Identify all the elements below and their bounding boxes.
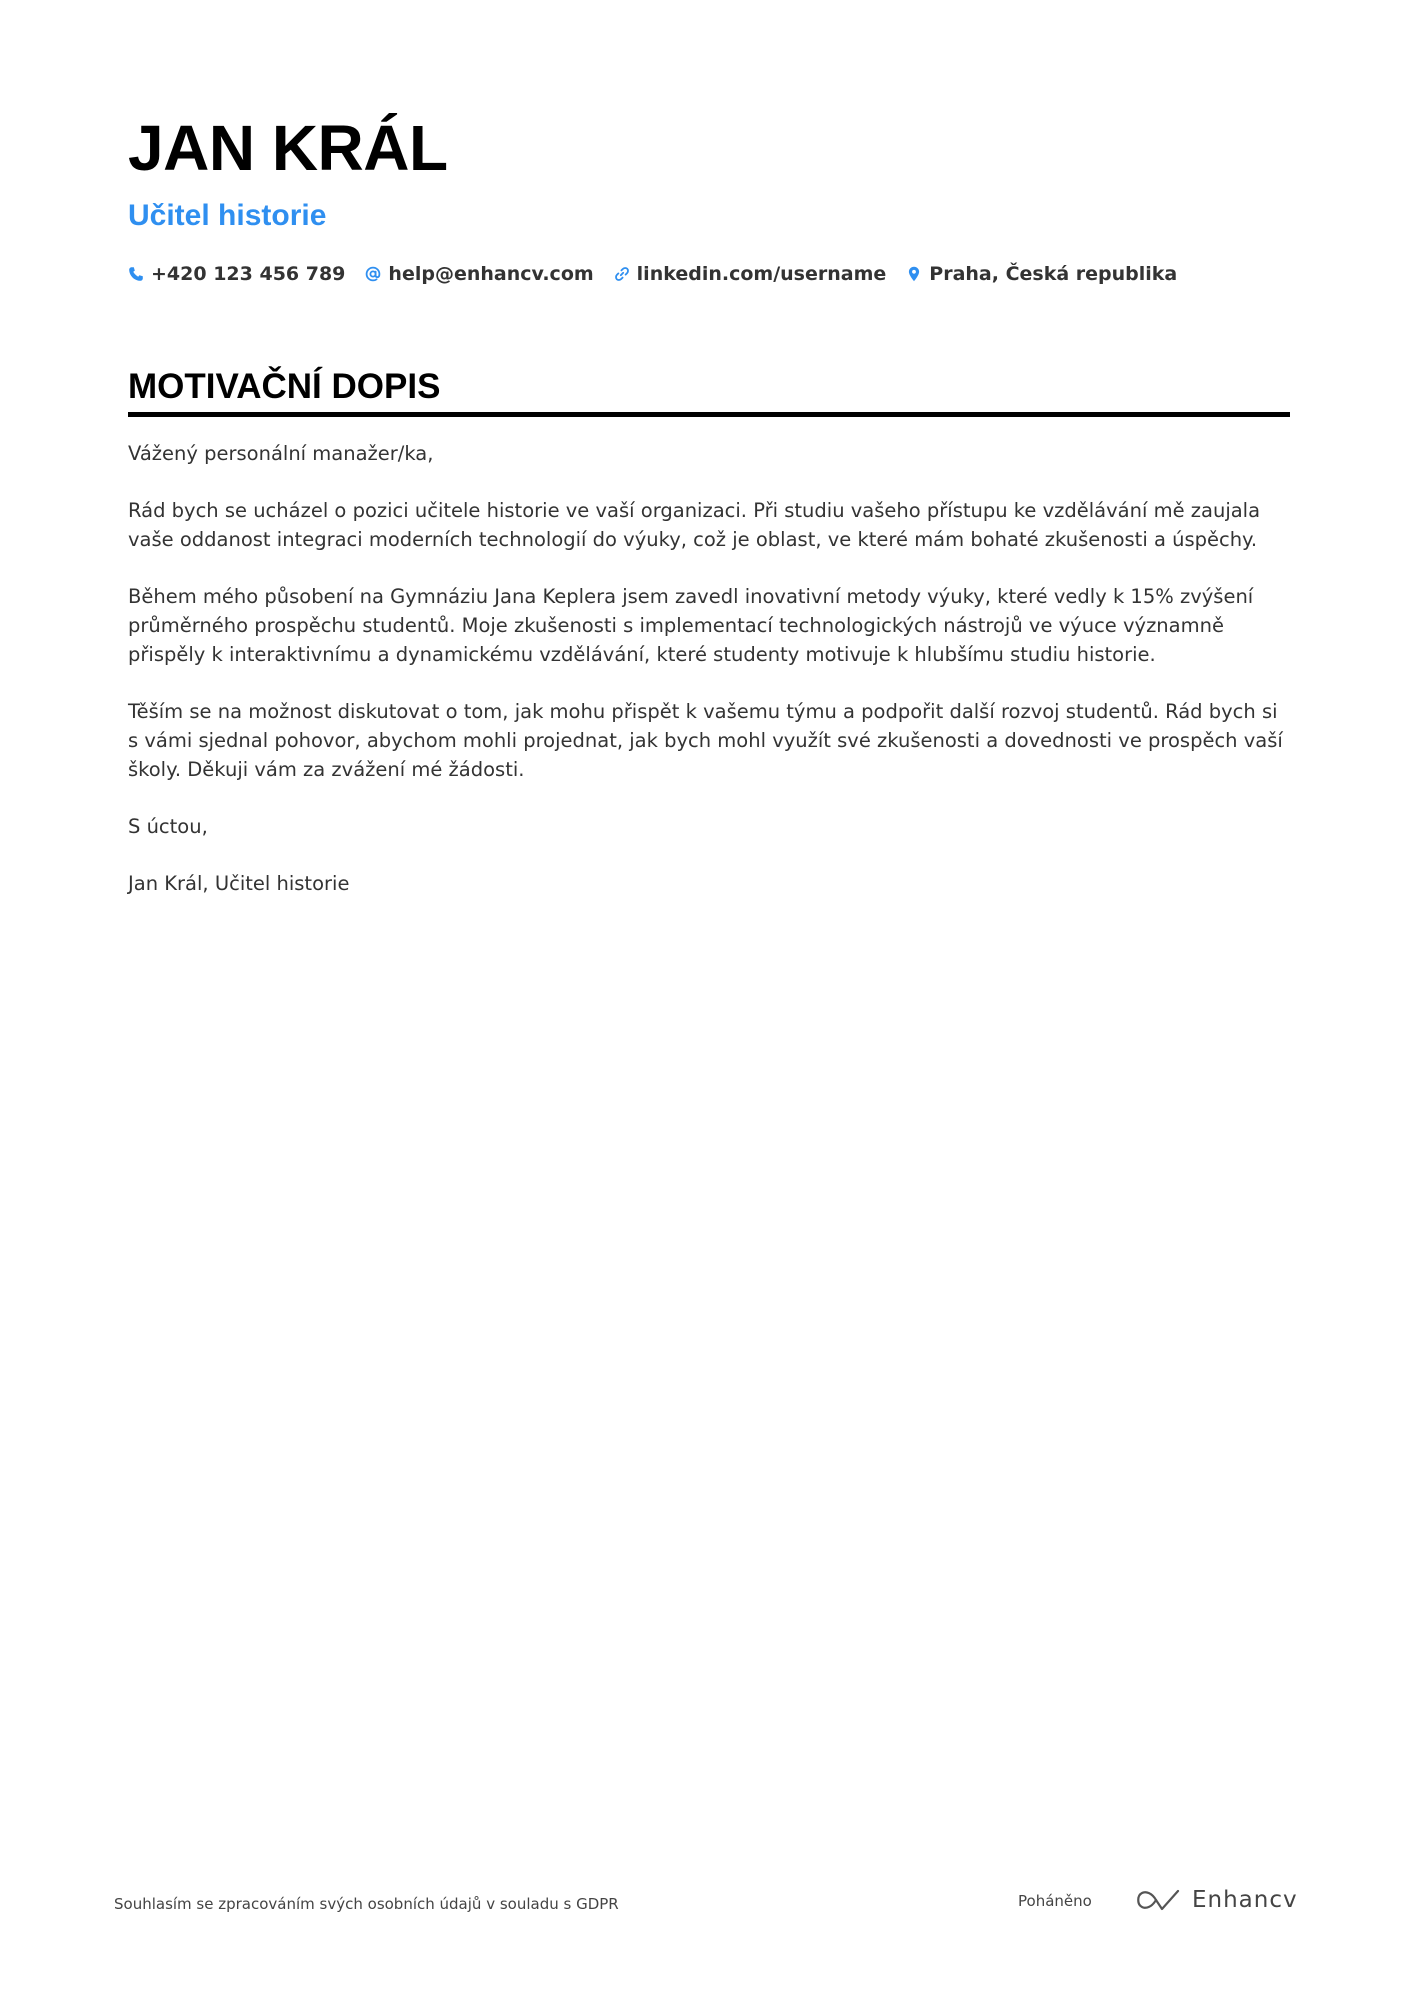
contact-phone[interactable] — [128, 260, 345, 288]
page-footer — [114, 1884, 1298, 1924]
contact-location-text: Praha, Česká republika — [929, 263, 1178, 285]
enhancv-logo-icon — [1134, 1887, 1182, 1913]
contact-list — [128, 260, 1288, 288]
letter-signature: Jan Král, Učitel historie — [128, 872, 350, 895]
powered-by-label: Poháněno — [1018, 1892, 1092, 1910]
letter-paragraph-3: Těším se na možnost diskutovat o tom, jak mohu přispět k vašemu týmu a podpořit další rozvoj studentů. Rád bych si s vámi sjednal pohovor, abychom mohli projednat, jak bych mohl využít své zkušenosti a dovednosti ve prospěch vaší školy. Děkuji vám za zvážení mé žádosti. — [128, 700, 1283, 781]
gdpr-consent: Souhlasím se zpracováním svých osobních údajů v souladu s GDPR — [114, 1895, 619, 1913]
phone-icon — [128, 266, 144, 282]
location-pin-icon — [906, 266, 922, 282]
link-icon — [614, 266, 630, 282]
candidate-name: JAN KRÁL — [128, 112, 448, 184]
contact-email[interactable] — [365, 260, 593, 288]
brand-name: Enhancv — [1192, 1887, 1298, 1913]
contact-linkedin-text: linkedin.com/username — [636, 263, 887, 285]
contact-location — [906, 260, 1177, 288]
letter-salutation: Vážený personální manažer/ka, — [128, 442, 434, 465]
letter-body — [128, 439, 1290, 898]
contact-email-text: help@enhancv.com — [388, 263, 594, 285]
cover-letter-section — [128, 366, 1290, 926]
enhancv-brand[interactable] — [1134, 1886, 1298, 1914]
section-title: MOTIVAČNÍ DOPIS — [128, 366, 1290, 417]
letter-closing: S úctou, — [128, 815, 208, 838]
contact-phone-text: +420 123 456 789 — [151, 263, 346, 285]
job-title: Učitel historie — [128, 199, 327, 232]
letter-paragraph-1: Rád bych se ucházel o pozici učitele historie ve vaší organizaci. Při studiu vašeho přístupu ke vzdělávání mě zaujala vaše oddanost integraci moderních technologií do výuky, což je oblast, ve které mám bohaté zkušenosti a úspěchy. — [128, 499, 1261, 551]
resume-header — [128, 110, 1288, 288]
at-icon — [365, 266, 381, 282]
letter-paragraph-2: Během mého působení na Gymnáziu Jana Keplera jsem zavedl inovativní metody výuky, které vedly k 15% zvýšení průměrného prospěchu studentů. Moje zkušenosti s implementací technologických nástrojů ve výuce významně přispěly k interaktivnímu a dynamickému vzdělávání, které studenty motivuje k hlubšímu studiu historie. — [128, 585, 1254, 666]
contact-linkedin[interactable] — [614, 260, 887, 288]
